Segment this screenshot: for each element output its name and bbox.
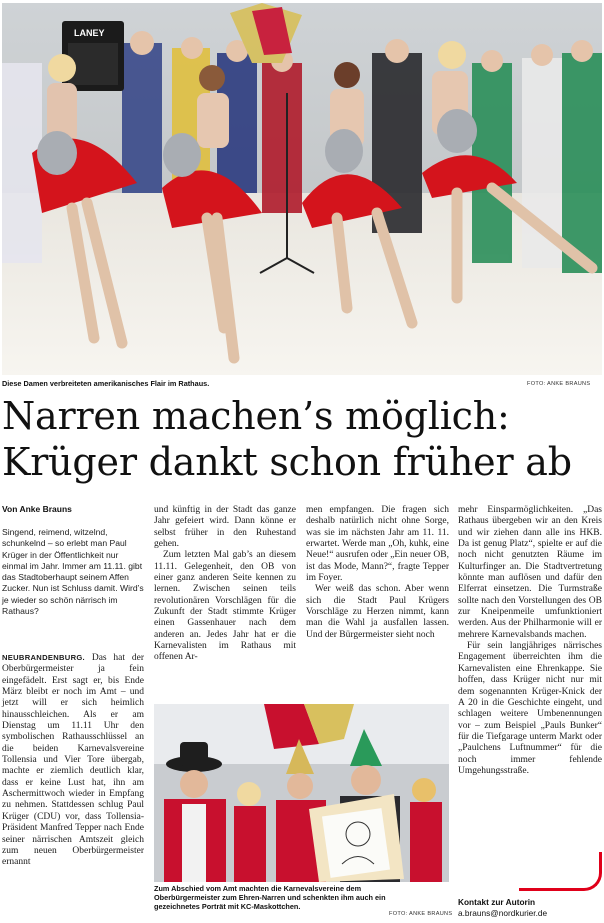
byline: Von Anke Brauns (2, 504, 72, 514)
headline (2, 393, 602, 485)
red-highlight-mark (519, 852, 602, 891)
photo-portrait-handover (154, 704, 449, 882)
article-column-4 (458, 505, 602, 777)
article-column-3 (306, 505, 449, 641)
photo-credit-bottom: FOTO: ANKE BRAUNS (389, 911, 453, 917)
col4-paragraph-2: Für sein langjähriges närrisches Engagement überreichten ihm die Karnevalisten eine Ehrenkappe. Sie hoffen, dass Krüger nicht nur mit dem sogenannten Krüger-Knick der A 20 in die Geschichte eingeht, und schlagen weitere Umbenennungen vor – zum Beispiel „Pauls Bunker“ für die Tiefgarage unterm Markt oder „Paulchens Luftnummer“ für die noch immer fehlende Umgehungsstraße. (458, 641, 602, 776)
photo-caption-top: Diese Damen verbreiteten amerikanisches Flair im Rathaus. (2, 379, 210, 388)
photo-caption-bottom: Zum Abschied vom Amt machten die Karnevalsvereine dem Oberbürgermeister zum Ehren-Narren und schenkten ihm auch ein gezeichnetes Porträt mit KC-Maskottchen. (154, 884, 386, 911)
article-column-1 (2, 652, 144, 869)
col4-paragraph-1: mehr Einsparmöglichkeiten. „Das Rathaus übergeben wir an den Kreis und wir ziehen dann alle ins HKB. Da ist genug Platz“, spielte er auf die noch nicht genutzten Räume im Kulturfinger an. Die Stadtvertretung könnte man auflösen und dafür den Elferrat einsetzen. Die Turmstraße sollte nach den Vorstellungen des OB zur Kneipenmeile umfunktioniert werden. Aus der Philharmonie will er mehrere Karnevalsbands machen. (458, 505, 602, 640)
col1-text: Das hat der Oberbürgermeister ja fein eingefädelt. Erst sagt er, bis Ende März bleibt er noch im Amt – und jetzt will er sich heimlich hinausschleichen. Als er am Dienstag um 11.11 Uhr den symbolischen Rathausschlüssel an die beiden Karnevalsvereine Tollensia und Vier Tore übergab, machte er ziemlich deutlich klar, dass er keine Lust hat, ihn am Aschermittwoch wieder in Empfang zu nehmen. Stattdessen schlug Paul Krüger (CDU) vor, dass Tollensia-Präsident Manfred Tepper nach Ende seiner närrischen Amtszeit gleich zum neuen Oberbürgermeister ernannt (2, 653, 145, 868)
contact-label: Kontakt zur Autorin (458, 897, 536, 907)
article-column-2 (154, 505, 296, 664)
amp-brand: LANEY (74, 28, 105, 38)
col1-paragraph (2, 652, 144, 869)
col3-paragraph-2: Wer weiß das schon. Aber wenn sich die Stadt Paul Krügers Vorschläge zu Herzen nimmt, kann man die Wahl ja ausfallen lassen. Und der Bürgermeister sieht noch (306, 584, 449, 640)
teaser: Singend, reimend, witzelnd, schunkelnd – so erlebt man Paul Krüger in der Öffentlichkeit nur einmal im Jahr. Immer am 11.11. gibt das Stadtoberhaupt seinem Affen Zucker. Nun ist Schluss damit. Wird’s je wieder so schön närrisch im Rathaus? (2, 527, 144, 617)
col2-paragraph-2: Zum letzten Mal gab’s an diesem 11.11. Gelegenheit, den OB von einer ganz anderen Seite kennen zu lernen. Zwischen seinen teils revolutionären Vorschlägen für die Zukunft der Stadt stimmte Krüger einen Gassenhauer nach dem anderen an. Jedes Jahr hat er die Karnevalisten im Rathaus mit offenen Ar- (154, 550, 296, 663)
photo-dancers (2, 3, 602, 375)
dateline: NEUBRANDENBURG. (2, 653, 85, 662)
col3-paragraph-1: men empfangen. Die fragen sich deshalb natürlich nicht ohne Sorge, was sie im nächsten Jahr am 11. 11. erwartet. Werde man „Oh, kuhk, eine Neue!“ ausrufen oder „Ein neuer OB, ist das Mode, Mann?“, fragte Tepper im Foyer. (306, 505, 449, 584)
photo-credit-top: FOTO: ANKE BRAUNS (527, 381, 591, 387)
author-contact (458, 897, 602, 919)
headline-line-2: Krüger dankt schon früher ab (2, 440, 572, 484)
col2-paragraph-1: und künftig in der Stadt das ganze Jahr gefeiert wird. Dann könne er selbst früher in den Ruhestand gehen. (154, 505, 296, 550)
contact-email[interactable]: a.brauns@nordkurier.de (458, 908, 548, 918)
headline-line-1: Narren machen’s möglich: (2, 394, 510, 438)
